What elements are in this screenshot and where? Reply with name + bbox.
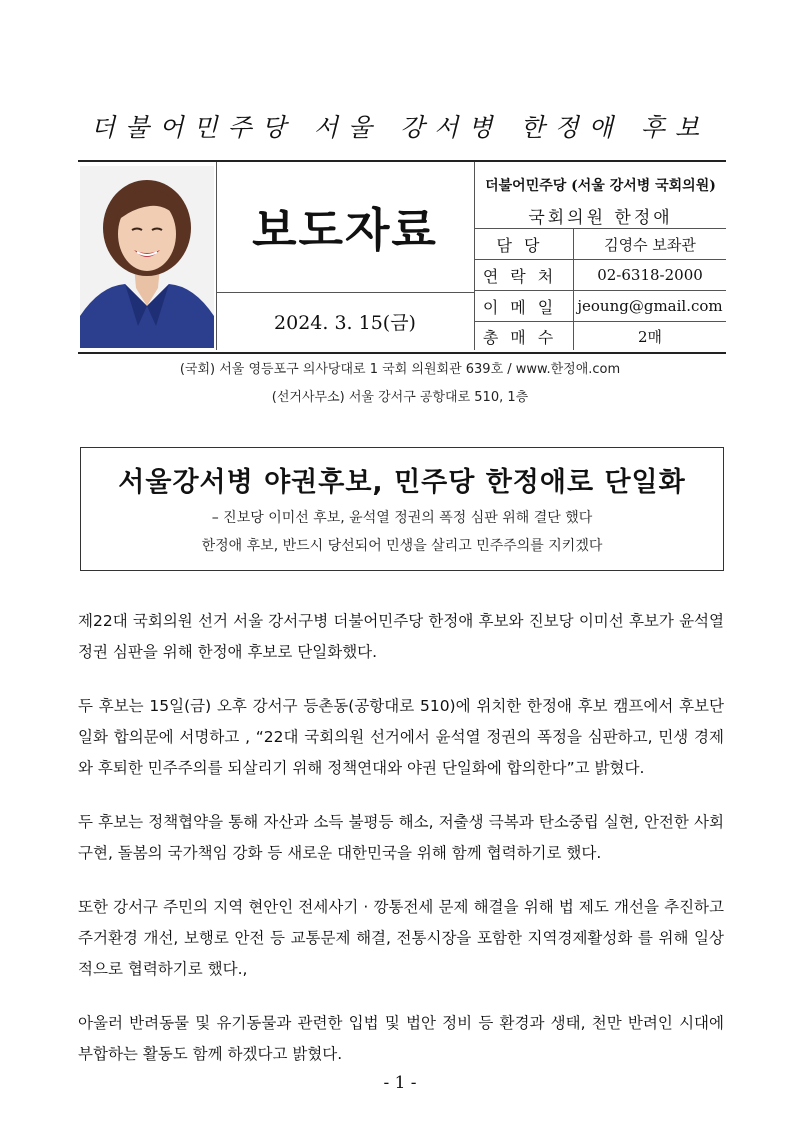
info-value: jeoung@gmail.com — [577, 297, 723, 315]
info-label: 이메일 — [475, 291, 574, 321]
candidate-portrait-icon — [80, 166, 214, 348]
info-label: 연락처 — [475, 260, 574, 290]
press-info-table — [78, 160, 726, 354]
release-date: 2024. 3. 15(금) — [216, 293, 475, 350]
photo-cell — [78, 162, 217, 350]
info-row-contact-person — [475, 229, 726, 260]
body-paragraph: 두 후보는 15일(금) 오후 강서구 등촌동(공항대로 510)에 위치한 한정애 후보 캠프에서 후보단일화 합의문에 서명하고 , “22대 국회의원 선거에서 윤석열 정권의 폭정을 심판하고, 민생 경제와 후퇴한 민주주의를 되살리기 위해 정책연대와 야권 단일화에 합의한다”고 밝혔다. — [78, 697, 724, 777]
info-value: 02-6318-2000 — [597, 266, 703, 284]
info-row-phone — [475, 260, 726, 291]
body-paragraph: 제22대 국회의원 선거 서울 강서구병 더불어민주당 한정애 후보와 진보당 이미선 후보가 윤석열 정권 심판을 위해 한정애 후보로 단일화했다. — [78, 612, 724, 661]
headline-subtitle-1: – 진보당 이미선 후보, 윤석열 정권의 폭정 심판 위해 결단 했다 — [211, 510, 593, 526]
info-row-email — [475, 291, 726, 322]
candidate-photo — [80, 166, 214, 348]
info-label: 총매수 — [475, 322, 574, 350]
org-affiliation: 더불어민주당 (서울 강서병 국회의원) — [485, 178, 716, 194]
info-row-page-count — [475, 322, 726, 350]
article-body — [78, 606, 724, 1093]
assembly-address: (국회) 서울 영등포구 의사당대로 1 국회 의원회관 639호 / www.한정애.com — [179, 362, 621, 377]
organization-cell — [475, 162, 726, 229]
page-number: - 1 - — [383, 1073, 417, 1093]
body-paragraph: 아울러 반려동물 및 유기동물과 관련한 입법 및 법안 정비 등 환경과 생태, 천만 반려인 시대에 부합하는 활동도 함께 하겠다고 밝혔다. — [78, 1014, 724, 1063]
headline-box — [80, 447, 724, 571]
headline-subtitle-2: 한정애 후보, 반드시 당선되어 민생을 살리고 민주주의를 지키겠다 — [201, 538, 603, 554]
info-label: 담당 — [475, 229, 574, 259]
headline-title: 서울강서병 야권후보, 민주당 한정애로 단일화 — [118, 467, 686, 498]
candidate-heading: 더불어민주당 서울 강서병 한정애 후보 — [90, 113, 710, 142]
campaign-office-address: (선거사무소) 서울 강서구 공항대로 510, 1층 — [271, 390, 529, 405]
info-value: 김영수 보좌관 — [604, 235, 696, 254]
org-member-name: 국회의원 한정애 — [528, 208, 673, 228]
body-paragraph: 두 후보는 정책협약을 통해 자산과 소득 불평등 해소, 저출생 극복과 탄소중립 실현, 안전한 사회 구현, 돌봄의 국가책임 강화 등 새로운 대한민국을 위해 함께 협력하기로 했다. — [78, 813, 724, 862]
press-release-title: 보도자료 — [216, 162, 475, 293]
info-value: 2매 — [637, 327, 663, 346]
body-paragraph: 또한 강서구 주민의 지역 현안인 전세사기 · 깡통전세 문제 해결을 위해 법 제도 개선을 추진하고 주거환경 개선, 보행로 안전 등 교통문제 해결, 전통시장을 포함한 지역경제활성화 를 위해 일상적으로 협력하기로 했다., — [78, 898, 724, 978]
